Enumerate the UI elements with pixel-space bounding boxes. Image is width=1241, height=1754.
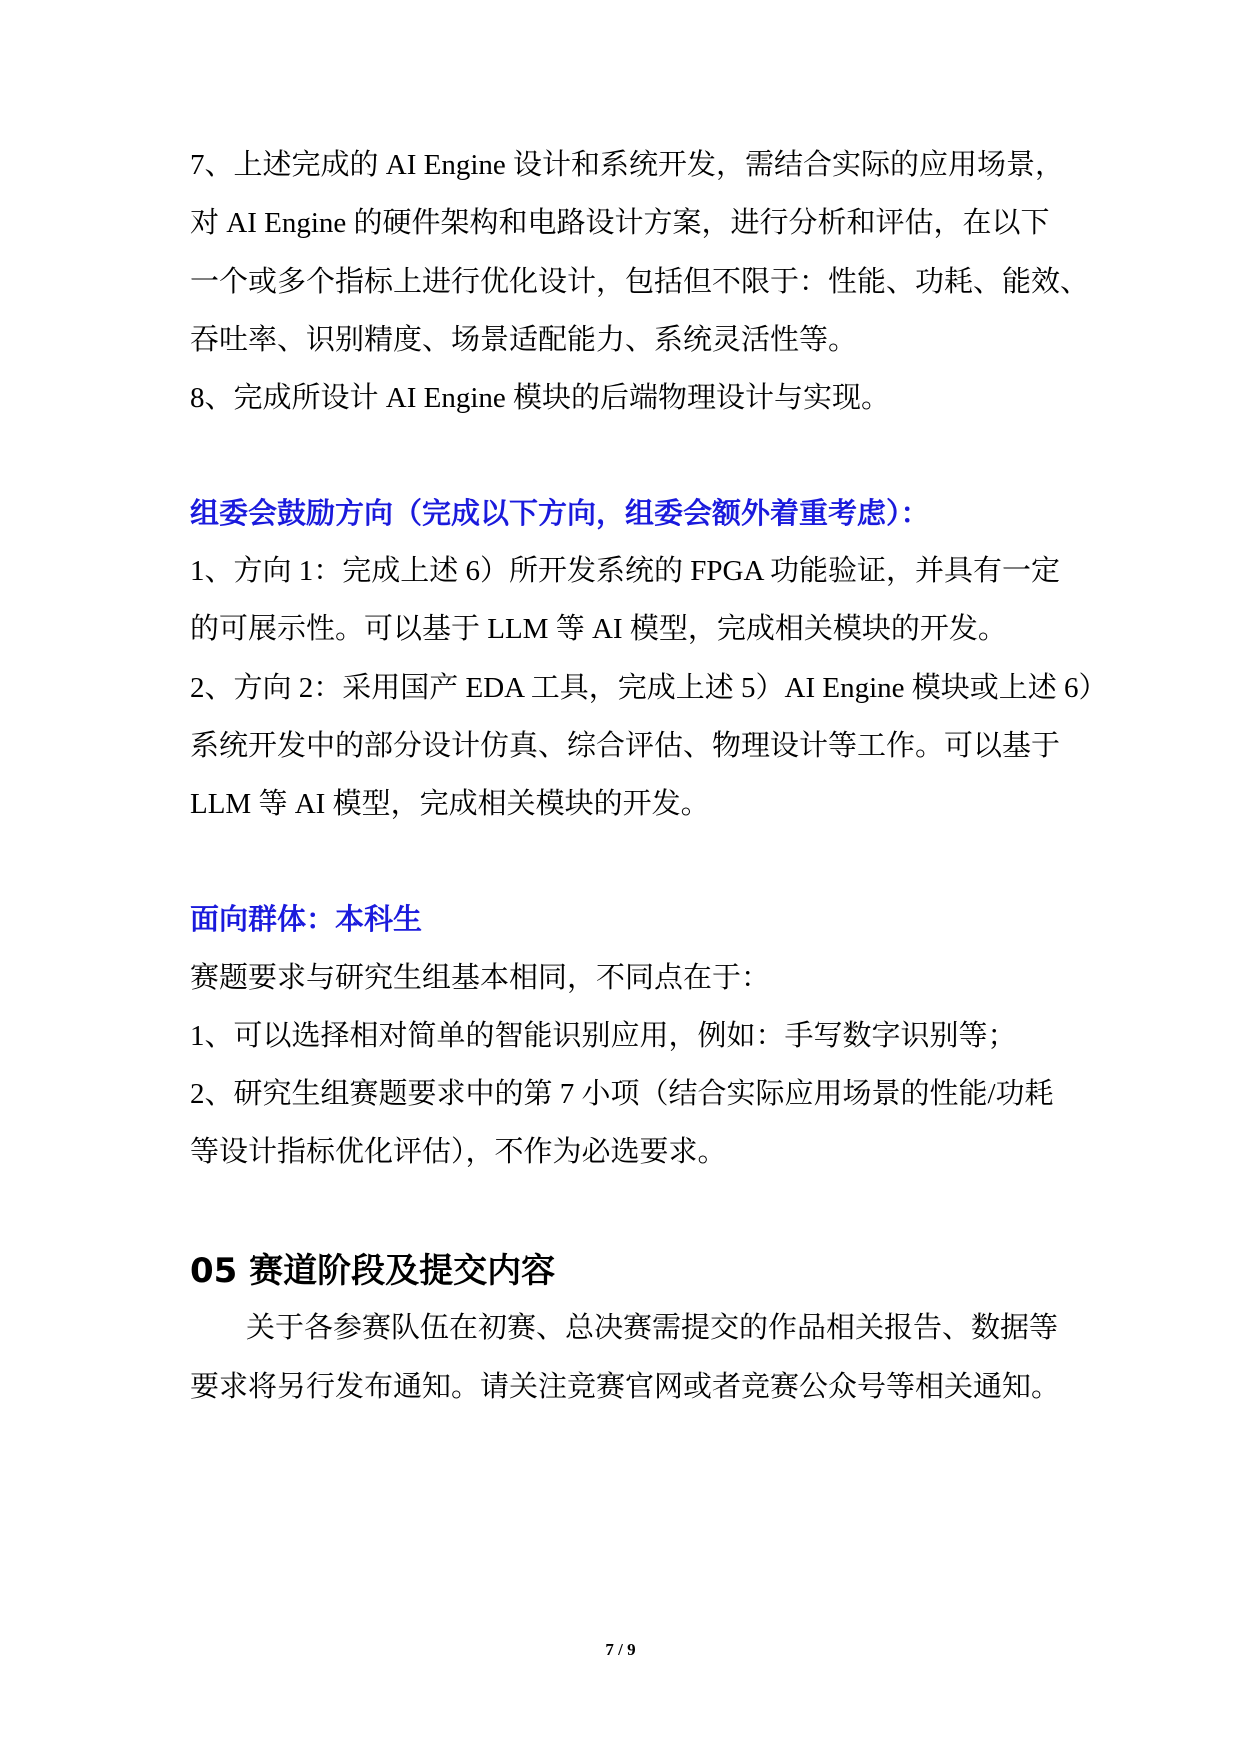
- item-7-line-1: 7、上述完成的 AI Engine 设计和系统开发，需结合实际的应用场景，: [190, 149, 1064, 181]
- section-05-paragraph-line-1: 关于各参赛队伍在初赛、总决赛需提交的作品相关报告、数据等: [246, 1312, 1059, 1344]
- direction-2-line-1: 2、方向 2：采用国产 EDA 工具，完成上述 5）AI Engine 模块或上述 6）: [190, 672, 1108, 704]
- direction-2-line-2: 系统开发中的部分设计仿真、综合评估、物理设计等工作。可以基于: [190, 730, 1061, 762]
- direction-1-line-1: 1、方向 1：完成上述 6）所开发系统的 FPGA 功能验证，并具有一定: [190, 555, 1061, 587]
- direction-2-line-3: LLM 等 AI 模型，完成相关模块的开发。: [190, 788, 710, 820]
- item-7-line-4: 吞吐率、识别精度、场景适配能力、系统灵活性等。: [190, 324, 858, 356]
- page-number: 7 / 9: [605, 1640, 636, 1659]
- encouraged-directions-heading: 组委会鼓励方向（完成以下方向，组委会额外着重考虑）：: [190, 496, 930, 530]
- section-05-paragraph-line-2: 要求将另行发布通知。请关注竞赛官网或者竞赛公众号等相关通知。: [190, 1371, 1061, 1403]
- audience-item-1: 1、可以选择相对简单的智能识别应用，例如：手写数字识别等；: [190, 1020, 1017, 1052]
- target-audience-heading: 面向群体：本科生: [190, 902, 423, 936]
- section-05-heading: 05 赛道阶段及提交内容: [190, 1251, 556, 1291]
- item-7-line-2: 对 AI Engine 的硬件架构和电路设计方案，进行分析和评估，在以下: [190, 207, 1050, 239]
- item-7-line-3: 一个或多个指标上进行优化设计，包括但不限于：性能、功耗、能效、: [190, 266, 1090, 298]
- audience-item-2-line-2: 等设计指标优化评估），不作为必选要求。: [190, 1136, 727, 1168]
- audience-item-2-line-1: 2、研究生组赛题要求中的第 7 小项（结合实际应用场景的性能/功耗: [190, 1078, 1054, 1110]
- audience-intro: 赛题要求与研究生组基本相同，不同点在于：: [190, 962, 771, 994]
- direction-1-line-2: 的可展示性。可以基于 LLM 等 AI 模型，完成相关模块的开发。: [190, 613, 1007, 645]
- item-8: 8、完成所设计 AI Engine 模块的后端物理设计与实现。: [190, 382, 890, 414]
